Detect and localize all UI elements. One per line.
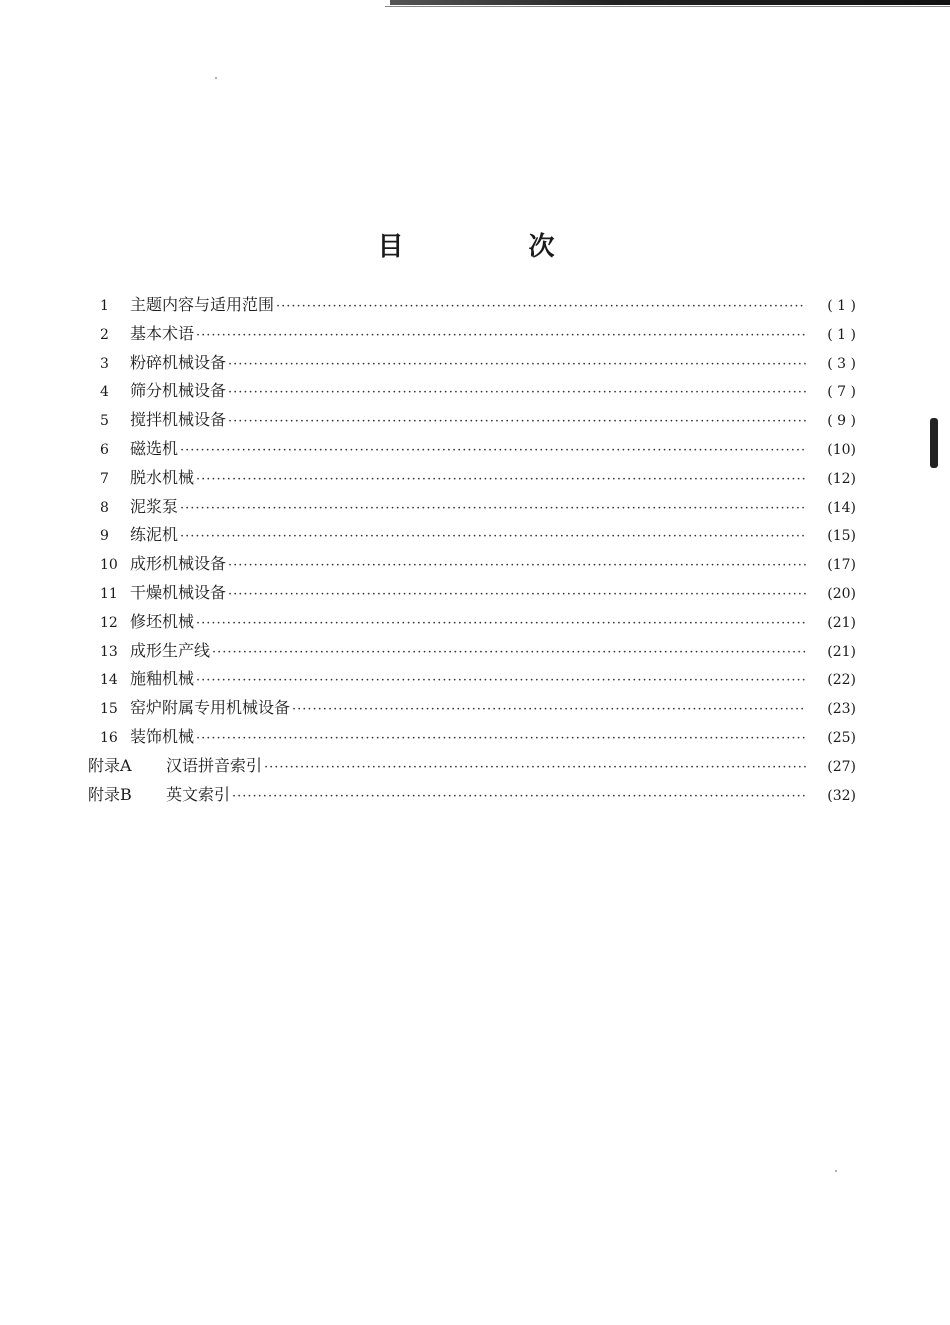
toc-entry-number: 15 [100, 701, 118, 718]
toc-entry[interactable] [88, 666, 856, 695]
toc-entry-page: (17) [827, 557, 856, 574]
toc-entry[interactable] [88, 551, 856, 580]
toc-entry-appendix[interactable] [88, 753, 856, 782]
toc-entry-title: 磁选机 [130, 438, 179, 458]
toc-leader-dots [180, 529, 806, 544]
scan-edge-mark [930, 418, 938, 468]
toc-entry-page: (14) [827, 499, 856, 516]
toc-entry-title: 窑炉附属专用机械设备 [130, 698, 291, 718]
toc-leader-dots [180, 501, 806, 516]
toc-entry-page: (12) [827, 470, 856, 487]
top-border-rule [390, 0, 950, 5]
toc-entry-page: (27) [827, 758, 856, 775]
toc-entry[interactable] [88, 609, 856, 638]
toc-entry-title: 粉碎机械设备 [130, 352, 227, 372]
toc-entry[interactable] [88, 638, 856, 667]
toc-entry[interactable] [88, 695, 856, 724]
toc-entry-page: (15) [827, 528, 856, 545]
toc-entry[interactable] [88, 378, 856, 407]
toc-entry-number: 12 [100, 614, 118, 631]
table-of-contents [88, 292, 856, 810]
toc-entry-number: 10 [100, 557, 118, 574]
toc-entry-page: ( 1 ) [827, 326, 856, 343]
toc-entry-title: 成形生产线 [130, 640, 211, 660]
top-border-rule-thin [385, 6, 950, 7]
toc-entry[interactable] [88, 321, 856, 350]
toc-entry-title: 泥浆泵 [130, 496, 179, 516]
toc-entry-page: (20) [827, 585, 856, 602]
toc-entry-page: (32) [827, 787, 856, 804]
toc-leader-dots [196, 731, 806, 746]
toc-entry-title: 练泥机 [130, 525, 179, 545]
toc-leader-dots [228, 558, 806, 573]
toc-entry-appendix[interactable] [88, 782, 856, 811]
toc-entry-title: 修坯机械 [130, 611, 195, 631]
toc-entry[interactable] [88, 292, 856, 321]
toc-entry-title: 英文索引 [166, 784, 231, 804]
toc-entry-number: 14 [100, 672, 118, 689]
toc-entry-number: 3 [100, 355, 109, 372]
toc-entry-number: 8 [100, 499, 109, 516]
toc-leader-dots [212, 645, 806, 660]
toc-entry-title: 搅拌机械设备 [130, 410, 227, 430]
toc-leader-dots [228, 414, 806, 429]
page-title: 目 次 [377, 232, 613, 262]
toc-entry-title: 施釉机械 [130, 669, 195, 689]
toc-entry-number: 13 [100, 643, 118, 660]
toc-entry[interactable] [88, 522, 856, 551]
toc-entry-title: 汉语拼音索引 [166, 755, 263, 775]
toc-entry-page: (25) [827, 729, 856, 746]
toc-leader-dots [196, 616, 806, 631]
toc-entry-title: 基本术语 [130, 323, 195, 343]
toc-leader-dots [264, 760, 806, 775]
toc-leader-dots [196, 328, 806, 343]
toc-leader-dots [196, 673, 806, 688]
toc-leader-dots [180, 443, 806, 458]
toc-leader-dots [228, 587, 806, 602]
toc-entry-number: 1 [100, 298, 109, 314]
toc-entry-number: 11 [100, 585, 118, 602]
scan-speck [215, 77, 217, 79]
toc-entry-title: 干燥机械设备 [130, 582, 227, 602]
toc-entry-title: 主题内容与适用范围 [130, 295, 275, 314]
toc-entry-number: 7 [100, 470, 109, 487]
toc-entry-title: 筛分机械设备 [130, 381, 227, 401]
toc-entry-number: 9 [100, 528, 109, 545]
toc-leader-dots [228, 357, 806, 372]
scan-speck [835, 1170, 837, 1172]
toc-leader-dots [228, 385, 806, 400]
toc-entry[interactable] [88, 407, 856, 436]
toc-entry-page: ( 7 ) [827, 384, 856, 401]
toc-entry-page: (22) [827, 672, 856, 689]
toc-leader-dots [292, 702, 806, 717]
toc-leader-dots [196, 472, 806, 487]
toc-entry[interactable] [88, 465, 856, 494]
toc-entry-page: (10) [827, 441, 856, 458]
toc-entry-number: 2 [100, 326, 109, 343]
toc-entry-page: ( 1 ) [827, 298, 856, 314]
toc-entry-number: 4 [100, 384, 109, 401]
toc-entry-page: (21) [827, 614, 856, 631]
toc-entry-number: 附录A [88, 755, 132, 775]
toc-entry-page: (23) [827, 701, 856, 718]
toc-entry-title: 装饰机械 [130, 726, 195, 746]
toc-entry-number: 16 [100, 729, 118, 746]
toc-entry-page: (21) [827, 643, 856, 660]
toc-leader-dots [276, 299, 806, 314]
toc-entry-number: 5 [100, 413, 109, 430]
toc-entry-page: ( 9 ) [827, 413, 856, 430]
toc-entry[interactable] [88, 580, 856, 609]
toc-entry-page: ( 3 ) [827, 355, 856, 372]
toc-entry[interactable] [88, 436, 856, 465]
toc-entry[interactable] [88, 724, 856, 753]
toc-entry-title: 脱水机械 [130, 467, 195, 487]
toc-entry[interactable] [88, 494, 856, 523]
toc-entry[interactable] [88, 350, 856, 379]
toc-leader-dots [232, 789, 806, 804]
toc-entry-number: 6 [100, 441, 109, 458]
toc-entry-title: 成形机械设备 [130, 554, 227, 574]
toc-entry-number: 附录B [88, 784, 132, 804]
